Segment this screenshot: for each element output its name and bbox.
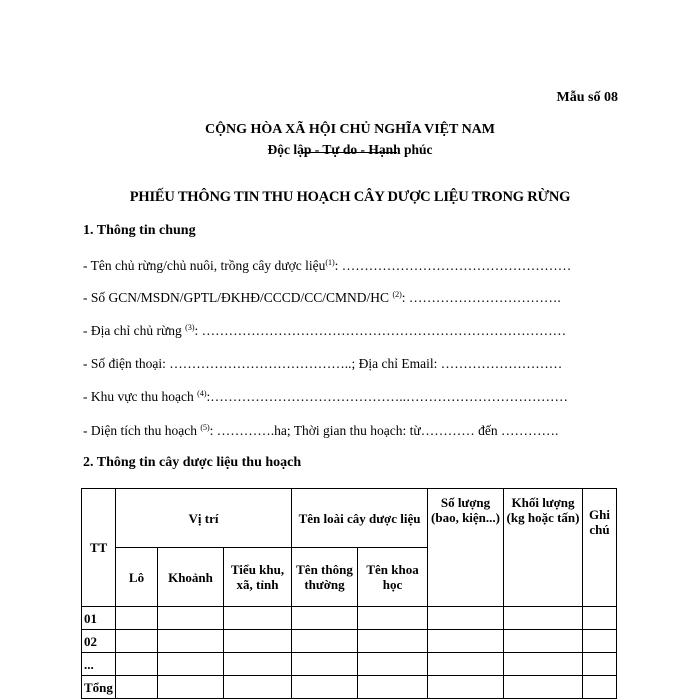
document-title: PHIẾU THÔNG TIN THU HOẠCH CÂY DƯỢC LIỆU TRONG RỪNG xyxy=(129,189,571,205)
id-number-label: - Số GCN/MSDN/GPTL/ĐKHĐ/CCCD/CC/CMND/HC xyxy=(83,290,390,305)
harvest-size-rest: : ………….ha; Thời gian thu hoạch: từ………… đến …………. xyxy=(209,423,559,438)
harvest-table xyxy=(81,488,617,699)
row-number: 01 xyxy=(82,607,116,630)
id-number-dots: : ……………………………. xyxy=(401,290,561,305)
row-number: ... xyxy=(82,653,116,676)
harvest-area-label: - Khu vực thu hoạch xyxy=(83,389,194,404)
header-lot: Lô xyxy=(116,548,158,607)
owner-address-field xyxy=(83,323,566,339)
motto-underline xyxy=(303,152,397,153)
id-number-note: (2) xyxy=(392,290,402,299)
phone-email-field: - Số điện thoại: …………………………………..; Địa chỉ Email: ……………………… xyxy=(83,356,563,371)
section-2-heading: 2. Thông tin cây dược liệu thu hoạch xyxy=(83,455,302,470)
section-1-heading: 1. Thông tin chung xyxy=(83,223,196,238)
harvest-size-label: - Diện tích thu hoạch xyxy=(83,423,197,438)
harvest-area-note: (4) xyxy=(197,389,207,398)
harvest-area-field xyxy=(83,389,568,405)
harvest-size-field xyxy=(83,423,558,439)
row-number: 02 xyxy=(82,630,116,653)
form-number: Mẫu số 08 xyxy=(556,90,618,105)
owner-name-field xyxy=(83,258,571,274)
header-scientific-name: Tên khoa học xyxy=(358,548,428,607)
id-number-field xyxy=(83,290,561,306)
header-tt: TT xyxy=(82,489,116,607)
harvest-size-note: (5) xyxy=(200,423,210,432)
header-subzone: Tiểu khu, xã, tỉnh xyxy=(224,548,292,607)
header-species: Tên loài cây dược liệu xyxy=(292,489,428,548)
header-note: Ghi chú xyxy=(583,489,617,607)
table-row xyxy=(82,607,617,630)
owner-address-label: - Địa chỉ chủ rừng xyxy=(83,323,182,338)
nation-heading: CỘNG HÒA XÃ HỘI CHỦ NGHĨA VIỆT NAM xyxy=(204,122,495,137)
header-location: Vị trí xyxy=(116,489,292,548)
owner-name-note: (1) xyxy=(325,258,335,267)
header-weight: Khối lượng (kg hoặc tấn) xyxy=(504,489,583,607)
header-plot: Khoảnh xyxy=(158,548,224,607)
table-row xyxy=(82,653,617,676)
table-row-total xyxy=(82,676,617,699)
header-common-name: Tên thông thường xyxy=(292,548,358,607)
owner-name-dots: : …………………………………………… xyxy=(334,258,572,273)
row-total-label: Tổng xyxy=(82,676,116,699)
owner-address-dots: : ……………………………………………………………………… xyxy=(194,323,567,338)
header-quantity: Số lượng (bao, kiện...) xyxy=(428,489,504,607)
motto: Độc lập - Tự do - Hạnh phúc xyxy=(267,142,433,157)
table-row xyxy=(82,630,617,653)
owner-name-label: - Tên chủ rừng/chủ nuôi, trồng cây dược liệu xyxy=(83,258,326,273)
harvest-area-dots: :……………………………………..……………………………… xyxy=(206,389,569,404)
owner-address-note: (3) xyxy=(185,323,195,332)
